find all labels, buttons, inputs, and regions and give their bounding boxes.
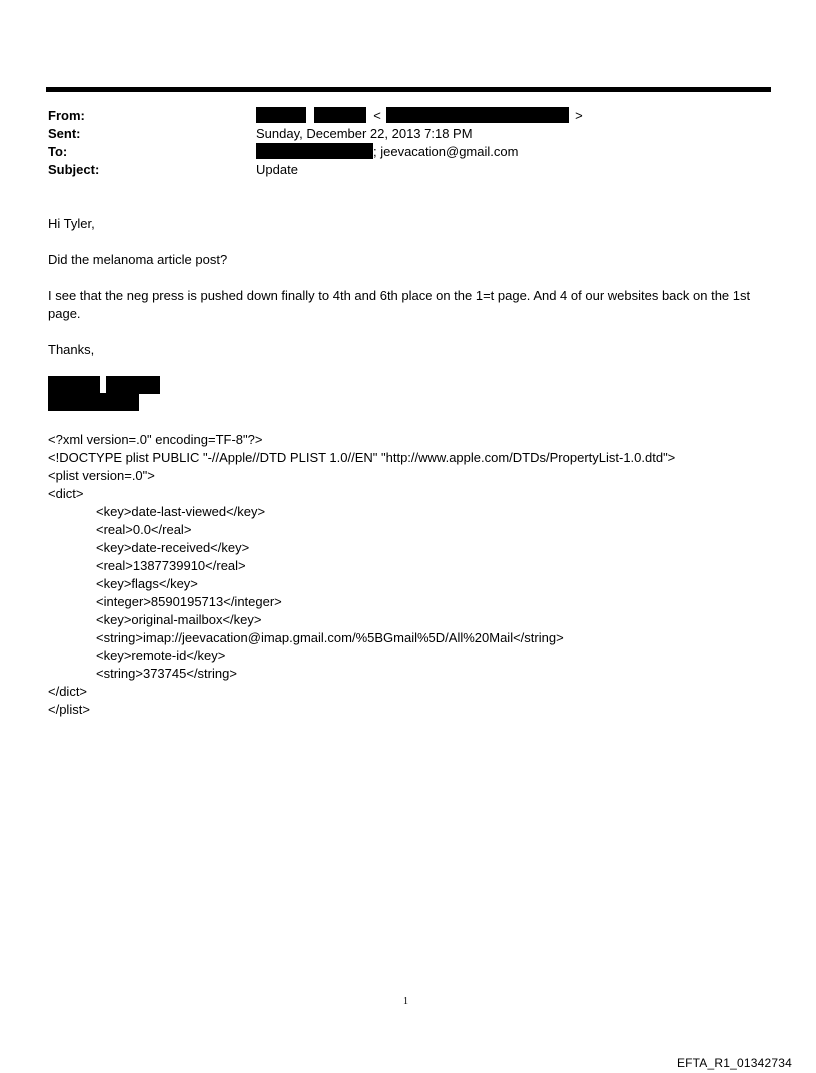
plist-line: </plist> xyxy=(48,702,90,717)
subject-label: Subject: xyxy=(48,162,100,177)
page-number: 1 xyxy=(403,996,408,1007)
plist-line: <key>date-received</key> xyxy=(96,540,250,555)
plist-line: <key>flags</key> xyxy=(96,576,198,591)
to-value xyxy=(256,143,518,161)
body-line-2: I see that the neg press is pushed down finally to 4th and 6th place on the 1=t page. And 4 of our websites back on the 1st page. xyxy=(48,288,751,321)
plist-line: <integer>8590195713</integer> xyxy=(96,594,282,609)
plist-line: <plist version=.0"> xyxy=(48,468,155,483)
plist-line: <key>original-mailbox</key> xyxy=(96,612,262,627)
header-rule xyxy=(46,87,771,92)
from-angle-open: < xyxy=(373,108,381,123)
redaction-block xyxy=(256,107,306,123)
plist-line: <?xml version=.0" encoding=TF-8"?> xyxy=(48,432,263,447)
plist-line: <real>0.0</real> xyxy=(96,522,192,537)
to-email: ; jeevacation@gmail.com xyxy=(373,144,519,159)
sent-label: Sent: xyxy=(48,126,81,141)
closing: Thanks, xyxy=(48,342,95,357)
redaction-block xyxy=(314,107,366,123)
plist-line: <key>remote-id</key> xyxy=(96,648,226,663)
plist-block xyxy=(48,431,675,719)
from-value xyxy=(256,107,583,125)
plist-line: <key>date-last-viewed</key> xyxy=(96,504,266,519)
redaction-block xyxy=(256,143,373,159)
bates-stamp: EFTA_R1_01342734 xyxy=(676,1056,792,1070)
sent-value: Sunday, December 22, 2013 7:18 PM xyxy=(256,126,473,141)
redaction-block xyxy=(386,107,569,123)
body-line-1: Did the melanoma article post? xyxy=(48,252,228,267)
from-label: From: xyxy=(48,108,85,123)
plist-line: <string>imap://jeevacation@imap.gmail.com/%5BGmail%5D/All%20Mail</string> xyxy=(96,630,564,645)
plist-line: <!DOCTYPE plist PUBLIC "-//Apple//DTD PLIST 1.0//EN" "http://www.apple.com/DTDs/PropertyList-1.0.dtd"> xyxy=(48,450,676,465)
plist-line: <dict> xyxy=(48,486,84,501)
plist-line: <string>373745</string> xyxy=(96,666,237,681)
plist-line: <real>1387739910</real> xyxy=(96,558,246,573)
greeting: Hi Tyler, xyxy=(48,216,95,231)
plist-line: </dict> xyxy=(48,684,88,699)
subject-value: Update xyxy=(256,162,298,177)
to-label: To: xyxy=(48,144,68,159)
from-angle-close: > xyxy=(575,108,583,123)
